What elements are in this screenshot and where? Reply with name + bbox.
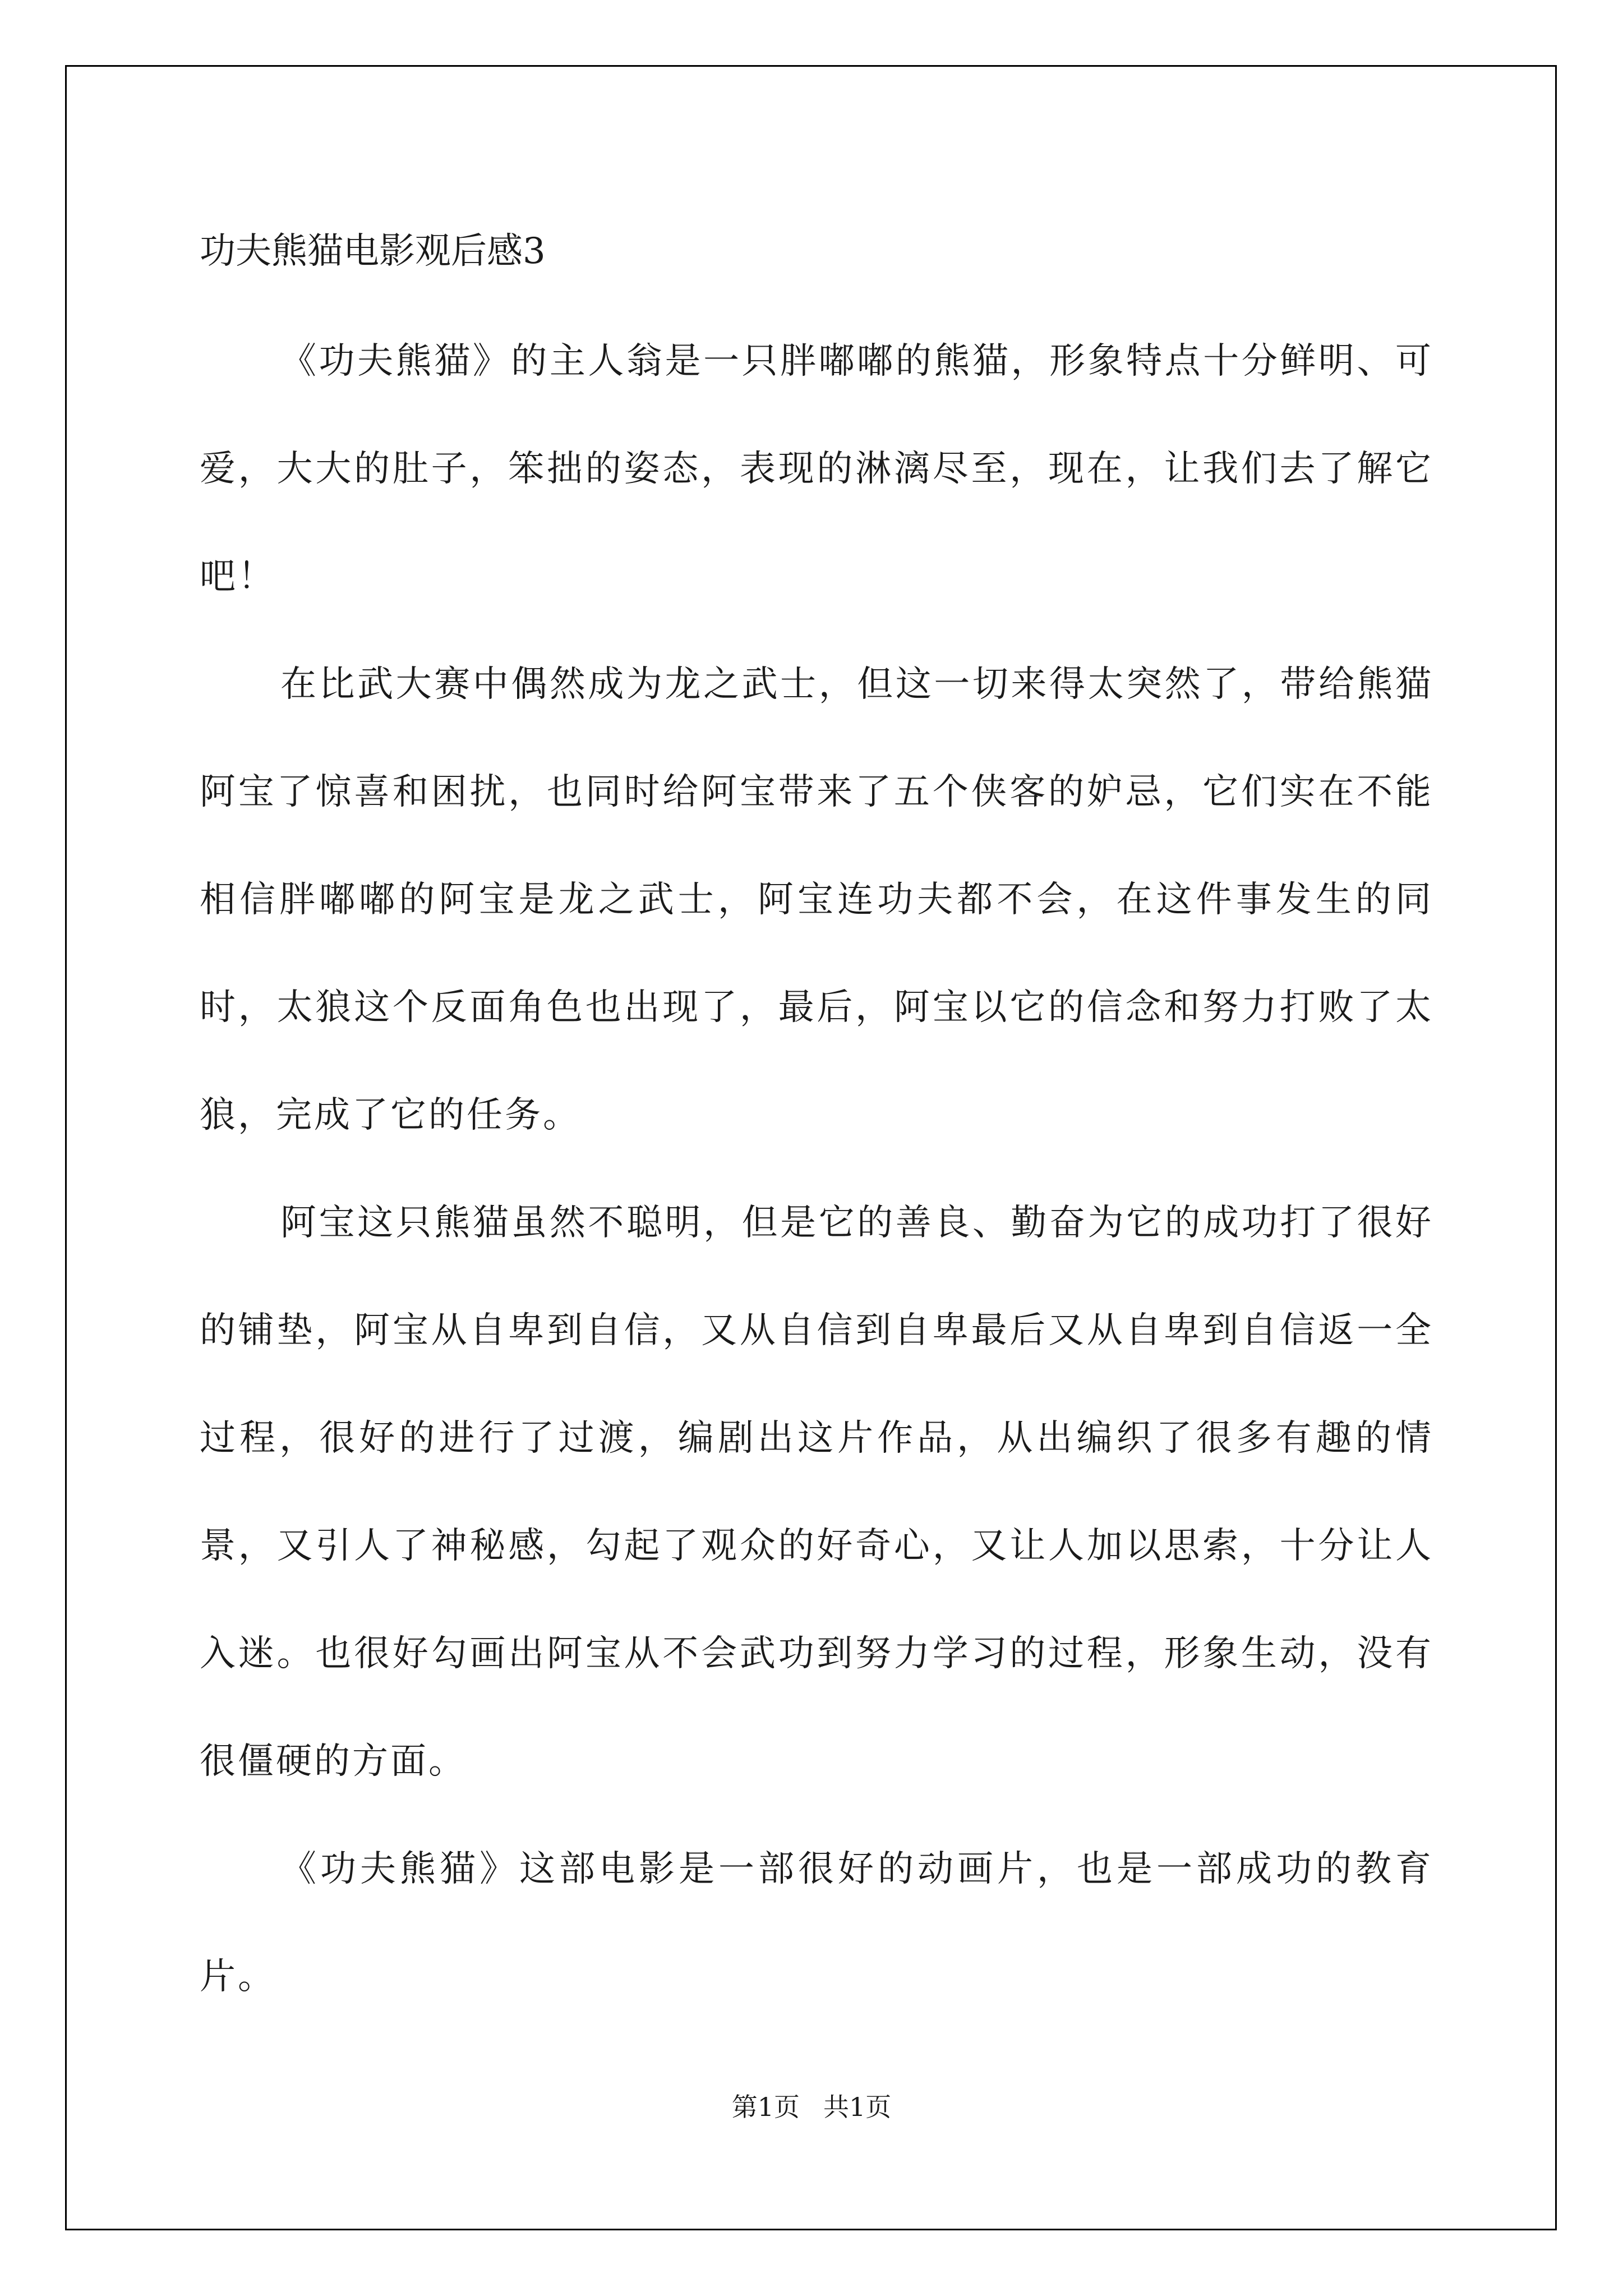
paragraph-4: 《功夫熊猫》这部电影是一部很好的动画片，也是一部成功的教育片。 [200, 1848, 1433, 1998]
paragraph-3: 阿宝这只熊猫虽然不聪明，但是它的善良、勤奋为它的成功打了很好的铺垫，阿宝从自卑到自信，又从自信到自卑最后又从自卑到自信返一全过程，很好的进行了过渡，编剧出这片作品，从出编织了很多有趣的情景，又引人了神秘感，勾起了观众的好奇心，又让人加以思索，十分让人入迷。也很好勾画出阿宝从不会武功到努力学习的过程，形象生动，没有很僵硬的方面。 [200, 1202, 1433, 1782]
document-body [200, 223, 1433, 2031]
page-number: 第1页 [731, 2092, 800, 2122]
page-total: 共1页 [823, 2092, 892, 2122]
paragraph-1: 《功夫熊猫》的主人翁是一只胖嘟嘟的熊猫，形象特点十分鲜明、可爱，大大的肚子，笨拙的姿态，表现的淋漓尽至，现在，让我们去了解它吧！ [200, 341, 1433, 597]
paragraph-2: 在比武大赛中偶然成为龙之武士，但这一切来得太突然了，带给熊猫阿宝了惊喜和困扰，也同时给阿宝带来了五个侠客的妒忌，它们实在不能相信胖嘟嘟的阿宝是龙之武士，阿宝连功夫都不会，在这件事发生的同时，太狼这个反面角色也出现了，最后，阿宝以它的信念和努力打败了太狼，完成了它的任务。 [200, 664, 1433, 1136]
document-title: 功夫熊猫电影观后感3 [200, 231, 546, 272]
page-footer [0, 2090, 1623, 2124]
